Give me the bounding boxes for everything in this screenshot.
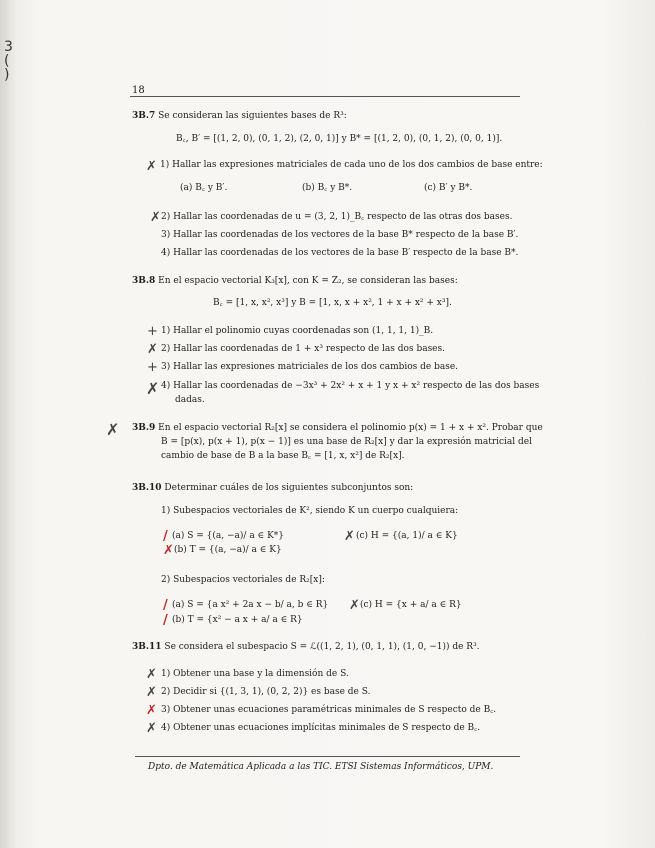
red-cross-mark: ✗ [163, 543, 174, 558]
exercise-3b7-q1: 1) Hallar las expresiones matriciales de cada uno de los dos cambios de base entre: [160, 160, 543, 170]
exercise-3b11-q1: 1) Obtener una base y la dimensión de S. [161, 669, 349, 679]
pencil-plus-mark: + [147, 324, 158, 339]
exercise-3b10-s2: 2) Subespacios vectoriales de R₂[x]: [161, 575, 325, 585]
exercise-3b8-q4: 4) Hallar las coordenadas de −3x³ + 2x² + x + 1 y x + x² respecto de las dos bases [161, 381, 540, 391]
red-slash-mark: / [163, 613, 168, 628]
red-slash-mark: / [163, 529, 168, 544]
header-rule [130, 96, 520, 97]
exercise-3b8-intro [132, 276, 458, 287]
exercise-3b10-s1a: (a) S = {(a, −a)/ a ∈ K*} [172, 531, 285, 541]
exercise-3b11-q3: 3) Obtener unas ecuaciones paramétricas minimales de S respecto de B꜀. [161, 705, 497, 715]
exercise-label: 3B.11 [132, 642, 162, 652]
exercise-3b9-line3: cambio de base de B a la base B꜀ = [1, x, x²] de R₂[x]. [161, 451, 405, 461]
exercise-label: 3B.10 [132, 483, 162, 493]
exercise-3b10-s2a: (a) S = {a x² + 2a x − b/ a, b ∈ R} [172, 600, 329, 610]
exercise-3b7-q3: 3) Hallar las coordenadas de los vectores de la base B* respecto de la base B′. [161, 230, 519, 240]
exercise-text: Se considera el subespacio S = ℒ((1, 2, 1), (0, 1, 1), (1, 0, −1)) de R³. [164, 642, 480, 652]
exercise-3b11-intro [132, 642, 480, 653]
exercise-3b10-intro [132, 483, 413, 494]
pencil-cross-mark: ✗ [349, 598, 360, 613]
exercise-3b8-q1: 1) Hallar el polinomio cuyas coordenadas son (1, 1, 1, 1)_B. [161, 326, 434, 336]
pencil-cross-mark: ✗ [150, 210, 161, 225]
page-footer: Dpto. de Matemática Aplicada a las TIC. ETSI Sistemas Informáticos, UPM. [148, 762, 494, 772]
pencil-cross-mark: ✗ [146, 379, 160, 398]
exercise-text: Se consideran las siguientes bases de R³: [158, 111, 347, 121]
exercise-3b11-q2: 2) Decidir si {(1, 3, 1), (0, 2, 2)} es base de S. [161, 687, 371, 697]
page-number: 18 [132, 85, 145, 96]
red-cross-mark: ✗ [146, 703, 157, 718]
pencil-cross-mark: ✗ [106, 420, 120, 439]
pencil-cross-mark: ✗ [147, 342, 158, 357]
exercise-3b8-q3: 3) Hallar las expresiones matriciales de los dos cambios de base. [161, 362, 459, 372]
exercise-3b7-q1b: (b) B꜀ y B*. [302, 183, 353, 193]
pencil-cross-mark: ✗ [146, 159, 157, 174]
exercise-3b11-q4: 4) Obtener unas ecuaciones implícitas minimales de S respecto de B꜀. [161, 723, 481, 733]
exercise-3b10-s1c: (c) H = {(a, 1)/ a ∈ K} [356, 531, 458, 541]
pencil-cross-mark: ✗ [146, 685, 157, 700]
footer-rule [135, 756, 520, 757]
exercise-3b10-s2c: (c) H = {x + a/ a ∈ R} [360, 600, 462, 610]
pencil-cross-mark: ✗ [146, 667, 157, 682]
exercise-text: Determinar cuáles de los siguientes subconjuntos son: [164, 483, 414, 493]
red-slash-mark: / [163, 598, 168, 613]
exercise-3b7-intro [132, 111, 347, 122]
margin-handwriting: 3 ( ) [4, 39, 13, 83]
exercise-label: 3B.9 [132, 423, 156, 433]
scan-edge [0, 0, 16, 848]
exercise-3b10-s1: 1) Subespacios vectoriales de K², siendo K un cuerpo cualquiera: [161, 506, 459, 516]
exercise-label: 3B.7 [132, 111, 156, 121]
exercise-3b10-s2b: (b) T = {x² − a x + a/ a ∈ R} [172, 615, 303, 625]
exercise-3b7-q1a: (a) B꜀ y B′. [180, 183, 228, 193]
exercise-text: En el espacio vectorial K₃[x], con K = Z₂, se consideran las bases: [158, 276, 458, 286]
exercise-3b9-line1 [132, 423, 543, 434]
exercise-3b7-q4: 4) Hallar las coordenadas de los vectores de la base B′ respecto de la base B*. [161, 248, 519, 258]
exercise-3b8-q2: 2) Hallar las coordenadas de 1 + x³ respecto de las dos bases. [161, 344, 445, 354]
exercise-3b7-q1c: (c) B′ y B*. [424, 183, 473, 193]
exercise-label: 3B.8 [132, 276, 156, 286]
exercise-3b8-bases: B꜀ = [1, x, x², x³] y B = [1, x, x + x², 1 + x + x² + x³]. [213, 298, 452, 308]
exercise-3b10-s1b: (b) T = {(a, −a)/ a ∈ K} [174, 545, 282, 555]
pencil-plus-mark: + [147, 360, 158, 375]
exercise-text: En el espacio vectorial R₂[x] se considera el polinomio p(x) = 1 + x + x². Probar que [158, 423, 543, 433]
pencil-cross-mark: ✗ [146, 721, 157, 736]
exercise-3b7-bases: B꜀, B′ = [(1, 2, 0), (0, 1, 2), (2, 0, 1)] y B* = [(1, 2, 0), (0, 1, 2), (0, 0, 1)]. [176, 134, 503, 144]
pencil-cross-mark: ✗ [344, 529, 355, 544]
exercise-3b7-q2: 2) Hallar las coordenadas de u = (3, 2, 1)_B꜀ respecto de las otras dos bases. [161, 212, 513, 222]
exercise-3b9-line2: B = [p(x), p(x + 1), p(x − 1)] es una base de R₂[x] y dar la expresión matricial del [161, 437, 532, 447]
exercise-3b8-q4-cont: dadas. [175, 395, 205, 405]
